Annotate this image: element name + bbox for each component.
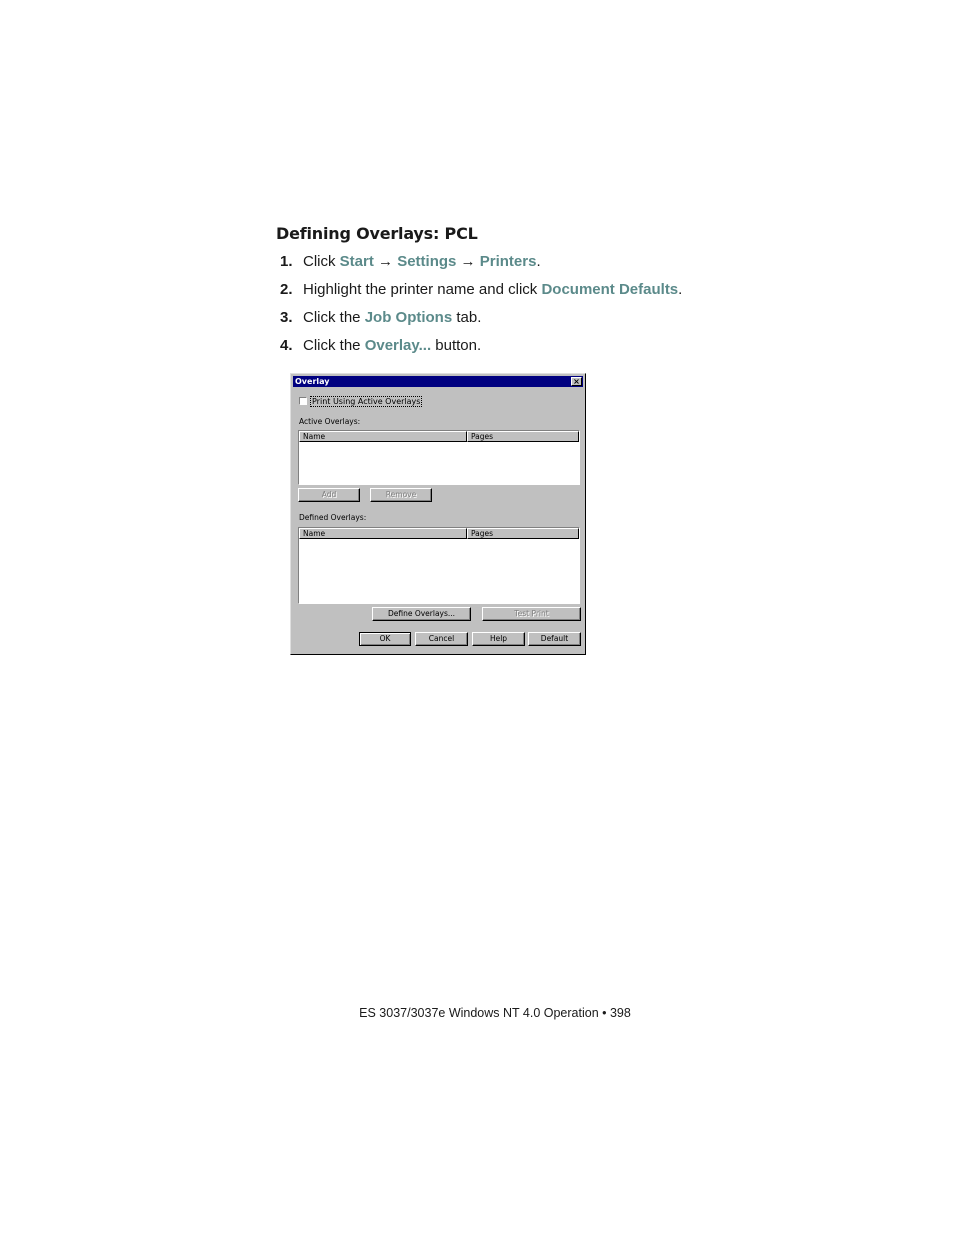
- step-text: [303, 252, 541, 272]
- defined-overlays-label: Defined Overlays:: [299, 513, 367, 522]
- step-text-plain: .: [536, 253, 541, 270]
- section-heading: Defining Overlays: PCL: [276, 224, 478, 243]
- column-pages[interactable]: Pages: [467, 431, 579, 442]
- checkbox-label: Print Using Active Overlays: [312, 397, 421, 406]
- active-overlays-list[interactable]: [298, 430, 580, 485]
- step-text: [303, 336, 481, 356]
- step-text: [303, 280, 682, 300]
- column-pages[interactable]: Pages: [467, 528, 579, 539]
- remove-button[interactable]: Remove: [370, 488, 432, 502]
- step-number: 3.: [280, 309, 293, 326]
- ok-button[interactable]: OK: [359, 632, 411, 646]
- button-overlay-ref: Overlay...: [364, 337, 432, 354]
- column-name[interactable]: Name: [299, 431, 467, 442]
- step-text-plain: tab.: [452, 309, 482, 326]
- active-overlays-label: Active Overlays:: [299, 417, 361, 426]
- step-text-plain: button.: [431, 337, 482, 354]
- step-text-plain: Click the: [303, 337, 365, 354]
- overlay-dialog: [290, 373, 586, 655]
- cancel-button[interactable]: Cancel: [415, 632, 468, 646]
- menu-document-defaults: Document Defaults: [541, 281, 679, 298]
- step-text: [303, 308, 481, 328]
- list-header: [299, 528, 579, 539]
- dialog-titlebar[interactable]: [293, 376, 583, 387]
- step-text-plain: .: [678, 281, 683, 298]
- close-icon[interactable]: ×: [571, 377, 582, 386]
- step-text-plain: Highlight the printer name and click: [303, 281, 542, 298]
- step-text-plain: Click: [303, 253, 340, 270]
- test-print-button[interactable]: Test Print: [482, 607, 581, 621]
- step-number: 4.: [280, 337, 293, 354]
- add-button[interactable]: Add: [298, 488, 360, 502]
- print-active-overlays-checkbox[interactable]: [299, 397, 307, 405]
- arrow-glyph: →: [373, 253, 398, 270]
- define-overlays-button[interactable]: Define Overlays...: [372, 607, 471, 621]
- defined-overlays-list[interactable]: [298, 527, 580, 604]
- column-name[interactable]: Name: [299, 528, 467, 539]
- tab-job-options: Job Options: [364, 309, 453, 326]
- help-button[interactable]: Help: [472, 632, 525, 646]
- list-header: [299, 431, 579, 442]
- menu-start: Start: [339, 253, 374, 270]
- menu-printers: Printers: [479, 253, 537, 270]
- arrow-glyph: →: [456, 253, 480, 270]
- dialog-title: Overlay: [295, 377, 330, 386]
- step-text-plain: Click the: [303, 309, 365, 326]
- default-button[interactable]: Default: [528, 632, 581, 646]
- menu-settings: Settings: [397, 253, 457, 270]
- step-number: 2.: [280, 281, 293, 298]
- page-footer: ES 3037/3037e Windows NT 4.0 Operation • 398: [359, 1006, 631, 1020]
- step-number: 1.: [280, 253, 293, 270]
